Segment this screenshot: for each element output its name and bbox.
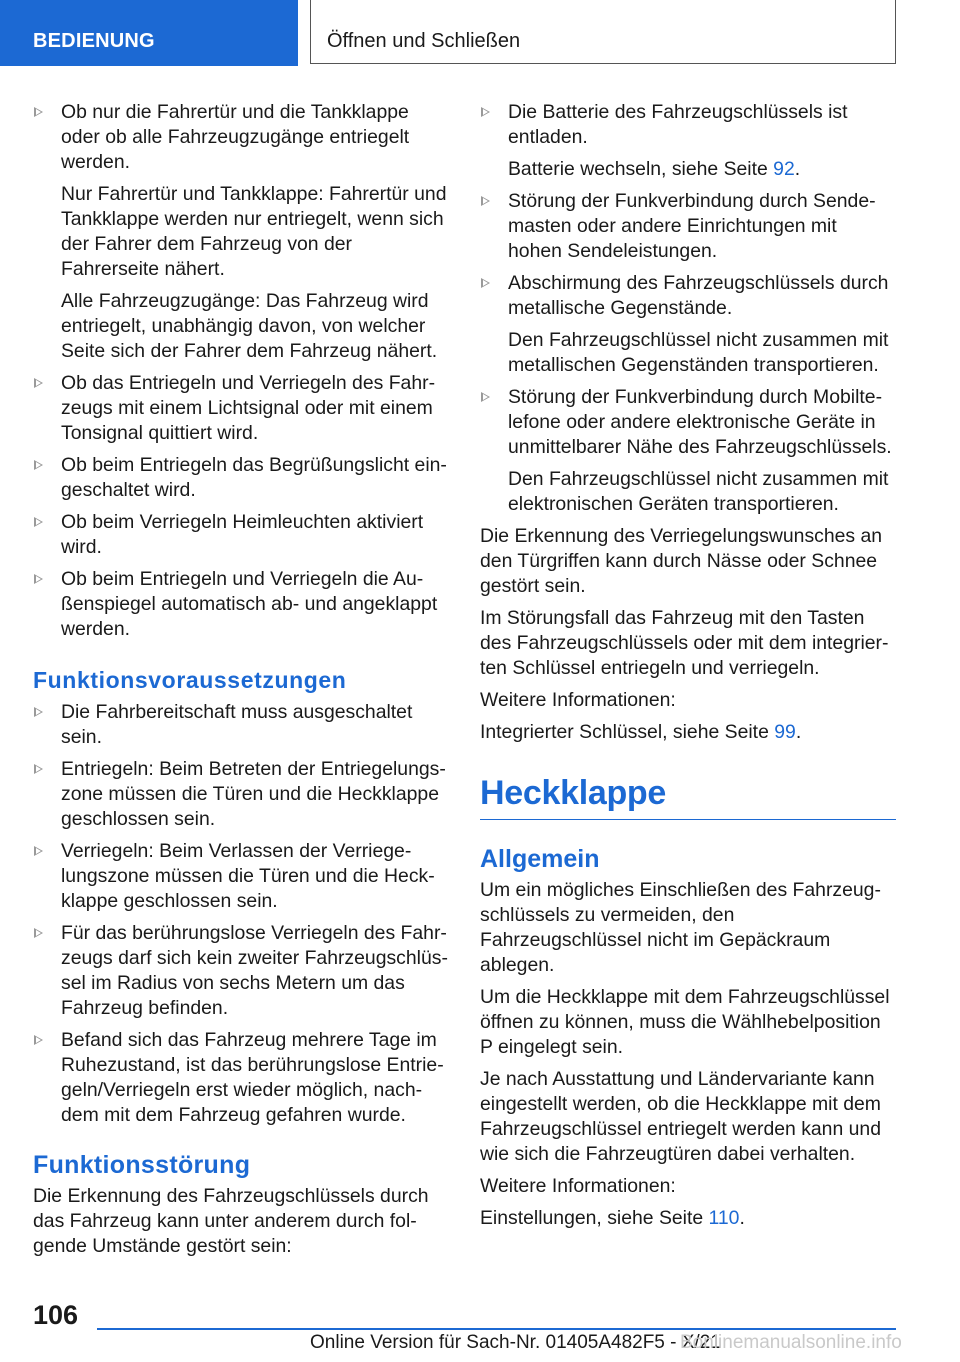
footer-online-version: Online Version für Sach-Nr. 01405A482F5 - X/21 bbox=[310, 1332, 721, 1353]
list-item bbox=[33, 100, 449, 175]
right-column bbox=[480, 100, 896, 1238]
list-item bbox=[480, 189, 896, 264]
reference-text: Batterie wechseln, siehe Seite bbox=[508, 158, 774, 180]
paragraph: Um die Heckklappe mit dem Fahrzeugschlüssel öffnen zu können, muss die Wählhebelposition P eingelegt sein. bbox=[480, 986, 890, 1058]
list-item bbox=[33, 839, 449, 914]
list-item bbox=[33, 371, 449, 446]
reference-text: Integrierter Schlüssel, siehe Seite bbox=[480, 721, 775, 743]
paragraph: Die Erkennung des Verriegelungswunsches an den Türgriffen kann durch Nässe oder Schnee gestört sein. bbox=[480, 525, 883, 597]
list-subparagraph: Alle Fahrzeugzugänge: Das Fahrzeug wird entriegelt, unabhängig davon, von welcher Seite sich der Fahrer dem Fahrzeug nähert. bbox=[61, 290, 438, 362]
paragraph: Weitere Informationen: bbox=[480, 1175, 676, 1197]
watermark-text: Bonlinemanualsonline.info bbox=[680, 1332, 902, 1353]
paragraph: Je nach Ausstattung und Ländervariante kann eingestellt werden, ob die Heckklappe mit dem Fahrzeugschlüssel entriegelt werden kann und wie sich die Fahrzeugtüren dabei verhalten. bbox=[480, 1068, 881, 1165]
list-item-text: Die Fahrbereitschaft muss ausgeschaltet sein. bbox=[61, 701, 413, 748]
list-item bbox=[33, 757, 449, 832]
chapter-label: Öffnen und Schließen bbox=[327, 30, 521, 52]
triangle-bullet-icon bbox=[34, 1035, 43, 1045]
triangle-bullet-icon bbox=[34, 107, 43, 117]
paragraph: Um ein mögliches Einschließen des Fahrzeugschlüssels zu vermeiden, den Fahrzeugschlüssel nicht im Gepäckraum ablegen. bbox=[480, 879, 881, 976]
list-item bbox=[480, 100, 896, 150]
list-item-text: Abschirmung des Fahrzeugschlüssels durch metallische Gegenstände. bbox=[508, 272, 889, 319]
page-link[interactable]: 99 bbox=[774, 721, 796, 743]
paragraph: Die Erkennung des Fahrzeugschlüssels durch das Fahrzeug kann unter anderem durch folgende Umstände gestört sein: bbox=[33, 1185, 429, 1257]
list-subparagraph: Den Fahrzeugschlüssel nicht zusammen mit elektronischen Geräten transportieren. bbox=[508, 468, 889, 515]
reference-suffix: . bbox=[795, 721, 802, 743]
page-number: 106 bbox=[33, 1300, 79, 1330]
list-item-text: Ob beim Verriegeln Heimleuchten aktiviert wird. bbox=[61, 511, 424, 558]
list-item bbox=[33, 1028, 449, 1128]
list-item-text: Störung der Funkverbindung durch Sendemasten oder andere Einrichtungen mit hohen Sendeleistungen. bbox=[508, 190, 876, 262]
list-item-text: Für das berührungslose Verriegeln des Fahrzeugs darf sich kein zweiter Fahrzeugschlüssel im Radius von sechs Metern um das Fahrzeug befinden. bbox=[61, 922, 448, 1019]
heading-allgemein: Allgemein bbox=[480, 845, 600, 873]
triangle-bullet-icon bbox=[481, 107, 490, 117]
page-link[interactable]: 92 bbox=[773, 158, 795, 180]
list-item-text: Ob das Entriegeln und Verriegeln des Fahrzeugs mit einem Lichtsignal oder mit einem Tonsignal quittiert wird. bbox=[61, 372, 436, 444]
list-subparagraph: Nur Fahrertür und Tankklappe: Fahrertür und Tankklappe werden nur entriegelt, wenn sich der Fahrer dem Fahrzeug von der Fahrerseite nähert. bbox=[61, 183, 447, 280]
triangle-bullet-icon bbox=[481, 392, 490, 402]
triangle-bullet-icon bbox=[481, 278, 490, 288]
triangle-bullet-icon bbox=[34, 928, 43, 938]
triangle-bullet-icon bbox=[34, 574, 43, 584]
heading-funktionsvoraussetzungen: Funktionsvoraussetzungen bbox=[33, 667, 347, 693]
list-item bbox=[480, 271, 896, 321]
list-item-text: Ob nur die Fahrertür und die Tankklappe oder ob alle Fahrzeugzugänge entriegelt werden. bbox=[61, 101, 410, 173]
heading-funktionsstoerung: Funktionsstörung bbox=[33, 1151, 251, 1179]
list-item bbox=[480, 385, 896, 460]
reference-suffix: . bbox=[794, 158, 801, 180]
triangle-bullet-icon bbox=[34, 846, 43, 856]
triangle-bullet-icon bbox=[34, 460, 43, 470]
triangle-bullet-icon bbox=[34, 707, 43, 717]
page-header bbox=[0, 0, 960, 66]
list-item-text: Entriegeln: Beim Betreten der Entriegelungszone müssen die Türen und die Heckklappe geschlossen sein. bbox=[61, 758, 446, 830]
list-item-text: Störung der Funkverbindung durch Mobiltelefone oder andere elektronische Geräte in unmittelbarer Nähe des Fahrzeugschlüssels. bbox=[508, 386, 892, 458]
list-item-text: Befand sich das Fahrzeug mehrere Tage im Ruhezustand, ist das berührungslose Entriegeln/Verriegeln erst wieder möglich, nachdem mit dem Fahrzeug gefahren wurde. bbox=[61, 1029, 444, 1126]
list-item bbox=[33, 700, 449, 750]
paragraph: Im Störungsfall das Fahrzeug mit den Tasten des Fahrzeugschlüssels oder mit dem integrierten Schlüssel entriegeln und verriegeln. bbox=[480, 607, 889, 679]
list-subparagraph bbox=[480, 157, 896, 182]
list-item bbox=[33, 921, 449, 1021]
page-link[interactable]: 110 bbox=[708, 1207, 740, 1229]
paragraph bbox=[480, 720, 896, 745]
section-label: BEDIENUNG bbox=[33, 30, 155, 52]
list-item bbox=[33, 453, 449, 503]
chapter-tab[interactable] bbox=[310, 0, 896, 64]
triangle-bullet-icon bbox=[34, 517, 43, 527]
reference-suffix: . bbox=[739, 1207, 745, 1229]
triangle-bullet-icon bbox=[481, 196, 490, 206]
list-item-text: Ob beim Entriegeln und Verriegeln die Außenspiegel automatisch ab- und angeklappt werden. bbox=[61, 568, 438, 640]
paragraph: Weitere Informationen: bbox=[480, 689, 676, 711]
list-item-text: Ob beim Entriegeln das Begrüßungslicht eingeschaltet wird. bbox=[61, 454, 447, 501]
list-item bbox=[33, 510, 449, 560]
list-item-text: Die Batterie des Fahrzeugschlüssels ist entladen. bbox=[508, 101, 848, 148]
list-subparagraph: Den Fahrzeugschlüssel nicht zusammen mit metallischen Gegenständen transportieren. bbox=[508, 329, 889, 376]
list-item bbox=[33, 567, 449, 642]
triangle-bullet-icon bbox=[34, 378, 43, 388]
section-tab[interactable] bbox=[0, 0, 298, 66]
list-item-text: Verriegeln: Beim Verlassen der Verriegelungszone müssen die Türen und die Heckklappe geschlossen sein. bbox=[61, 840, 435, 912]
heading-heckklappe: Heckklappe bbox=[480, 773, 896, 820]
left-column bbox=[33, 100, 449, 1266]
footer-divider bbox=[97, 1328, 896, 1330]
paragraph bbox=[480, 1206, 896, 1231]
triangle-bullet-icon bbox=[34, 764, 43, 774]
reference-text: Einstellungen, siehe Seite bbox=[480, 1207, 709, 1229]
